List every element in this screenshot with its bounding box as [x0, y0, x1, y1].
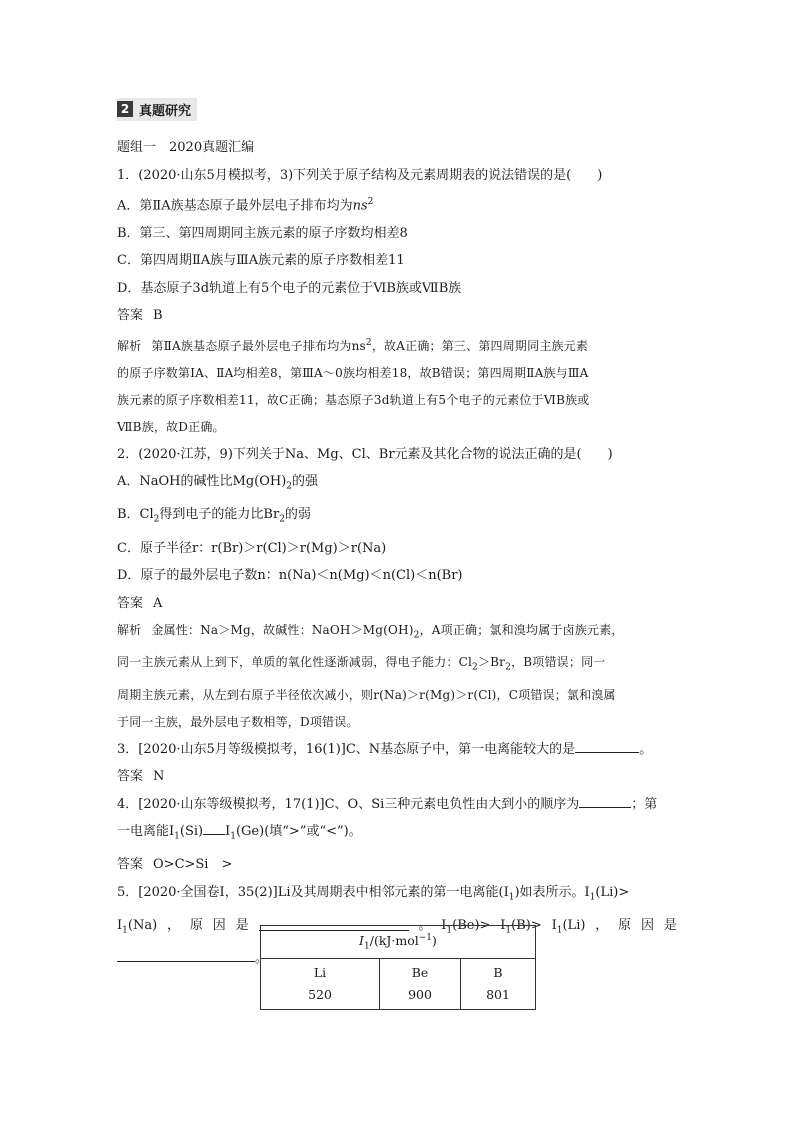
q2-answer — [117, 590, 677, 618]
q1-analysis-text-b: ，故A正确；第三、第四周期同主族元素 — [371, 338, 589, 353]
q2-option-b-text-b: 得到电子的能力比Br — [159, 507, 280, 523]
q2-analysis-sub-b: 2 — [505, 662, 512, 673]
answer-label: 答案 — [117, 595, 144, 611]
q5-char: 原 — [618, 917, 632, 933]
q4-text-d: (Ge)(填“>”或“<”)。 — [235, 824, 362, 840]
q5-symbol: I — [441, 917, 447, 933]
table-cell-li — [261, 959, 380, 1010]
q1-analysis-line-2: 的原子序数第ⅠA、ⅡA均相差8，第ⅢA～0族均相差18，故B错误；第四周期ⅡA族与ⅢA — [117, 365, 589, 380]
table-header-symbol: I — [359, 932, 364, 948]
section-header — [117, 98, 677, 120]
q2-option-b-sub-b: 2 — [279, 515, 285, 526]
q2-analysis-line-1 — [117, 617, 677, 649]
q3-stem-end: 。 — [639, 741, 653, 757]
table-header-sub: 1 — [364, 941, 370, 952]
q5-symbol-text: (Li) — [562, 917, 586, 933]
q2-option-a-text: A．NaOH的碱性比Mg(OH) — [117, 474, 287, 490]
q1-analysis-sup: 2 — [365, 337, 372, 348]
q2-analysis-sub: 2 — [472, 662, 478, 673]
q5-i1-na — [117, 912, 157, 945]
q5-char: 因 — [212, 917, 226, 933]
q2-option-c: C．原子半径r：r(Br)＞r(Cl)＞r(Mg)＞r(Na) — [117, 540, 387, 556]
q2-option-b-text: B．Cl — [117, 507, 154, 523]
q4-text-b: (Si) — [179, 824, 204, 840]
q2-analysis-line-3: 周期主族元素，从左到右原子半径依次减小，则r(Na)＞r(Mg)＞r(Cl)，C项错误；氯和溴属 — [117, 687, 616, 702]
q5-text-c: (Li)> — [595, 884, 630, 900]
q2-analysis-line-2 — [117, 649, 677, 681]
table-col-label: Be — [411, 965, 429, 980]
q1-analysis-line-3: 族元素的原子序数相差11，故C正确；基态原子3d轨道上有5个电子的元素位于ⅥB族或 — [117, 392, 590, 407]
analysis-label: 解析 — [117, 338, 142, 353]
q5-symbol-text: (B)> — [511, 917, 542, 933]
q4-answer — [117, 851, 677, 879]
q5-symbol-sub: 1 — [446, 925, 453, 936]
q1-analysis-text: 第ⅡA族基态原子最外层电子排布均为ns — [151, 338, 366, 353]
page-content — [117, 98, 677, 973]
q2-stem: 2．(2020·江苏，9)下列关于Na、Mg、Cl、Br元素及其化合物的说法正确的是( ) — [117, 446, 613, 462]
q4-sub: 1 — [174, 831, 180, 842]
section-title: 真题研究 — [139, 103, 192, 119]
analysis-label: 解析 — [117, 623, 142, 638]
q1-stem: 1．(2020·山东5月模拟考，3)下列关于原子结构及元素周期表的说法错误的是( ) — [117, 167, 603, 183]
q5-period: 。 — [418, 917, 432, 933]
table-col-label: Li — [313, 965, 327, 980]
q3-stem — [117, 736, 677, 764]
q5-char: 原 — [189, 917, 203, 933]
table-header-close: ) — [432, 932, 437, 948]
answer-value: O>C>Si > — [153, 857, 233, 873]
q2-option-a — [117, 468, 677, 501]
q4-stem-line-2 — [117, 818, 677, 851]
q3-answer-blank[interactable] — [575, 738, 639, 753]
q1-option-a-formula: ns — [352, 198, 368, 214]
q4-sub-b: 1 — [230, 831, 236, 842]
q5-symbol: I — [551, 917, 557, 933]
q5-symbol: I — [500, 917, 506, 933]
q5-comma: ， — [595, 917, 609, 933]
q5-stem-line-1 — [117, 879, 677, 912]
q5-symbol-text: (Na) — [127, 917, 158, 933]
q5-symbol: I — [117, 917, 123, 933]
table-col-value: 520 — [308, 987, 332, 1002]
q1-option-b: B．第三、第四周期同主族元素的原子序数均相差8 — [117, 225, 408, 241]
q2-analysis-sub: 2 — [413, 630, 420, 641]
q5-char: 因 — [641, 917, 655, 933]
q5-answer-blank-2[interactable] — [117, 947, 255, 962]
q5-comma: ， — [167, 917, 181, 933]
q5-char: 是 — [235, 917, 249, 933]
answer-value: N — [153, 769, 165, 785]
answer-label: 答案 — [117, 857, 144, 873]
q5-symbol-sub: 1 — [122, 925, 128, 936]
q2-analysis-text-b: ＞Br — [477, 655, 506, 670]
group-title: 题组一 2020真题汇编 — [117, 140, 255, 155]
table-header-sup: −1 — [418, 932, 433, 943]
q3-answer — [117, 763, 677, 791]
q2-option-b-text-c: 的弱 — [284, 507, 311, 523]
q4-text: 一电离能I — [117, 824, 175, 840]
q5-symbol-sub: 1 — [556, 925, 563, 936]
table-cell-b — [461, 959, 536, 1010]
q2-analysis-text: 同一主族元素从上到下，单质的氧化性逐渐减弱，得电子能力：Cl — [117, 655, 473, 670]
answer-label: 答案 — [117, 308, 144, 324]
q5-text: 5．[2020·全国卷Ⅰ，35(2)]Li及其周期表中相邻元素的第一电离能(I — [117, 884, 509, 900]
q2-option-d: D．原子的最外层电子数n：n(Na)＜n(Mg)＜n(Cl)＜n(Br) — [117, 568, 463, 584]
q5-text-b: )如表所示。I — [514, 884, 590, 900]
answer-value: B — [153, 308, 163, 324]
ionization-energy-table — [260, 925, 536, 1010]
answer-label: 答案 — [117, 769, 144, 785]
q5-sub: 1 — [508, 892, 515, 903]
q4-stem-text: 4．[2020·山东等级模拟考，17(1)]C、O、Si三种元素电负性由大到小的顺序为 — [117, 796, 580, 812]
q1-option-c: C．第四周期ⅡA族与ⅢA族元素的原子序数相差11 — [117, 253, 405, 269]
q1-option-a — [117, 189, 677, 220]
q5-i1-li — [552, 912, 586, 945]
q2-analysis-text: 金属性：Na＞Mg，故碱性：NaOH＞Mg(OH) — [151, 623, 414, 638]
q5-char: 是 — [663, 917, 677, 933]
table-header — [261, 926, 536, 959]
table-col-value: 900 — [408, 987, 432, 1002]
section-number-badge: 2 — [117, 101, 133, 117]
table-header-unit: /(kJ·mol — [369, 932, 419, 948]
table-col-value: 801 — [486, 987, 510, 1002]
q1-answer — [117, 302, 677, 330]
q2-analysis-line-4: 于同一主族，最外层电子数相等，D项错误。 — [117, 714, 359, 729]
q2-option-a-text-b: 的强 — [292, 474, 319, 490]
q5-period: 。 — [255, 951, 269, 967]
q4-text-c: I — [225, 824, 231, 840]
q3-stem-text: 3．[2020·山东5月等级模拟考，16(1)]C、N基态原子中，第一电离能较大的是 — [117, 741, 576, 757]
q1-option-a-text: A．第ⅡA族基态原子最外层电子排布均为 — [117, 198, 353, 214]
q2-option-a-sub: 2 — [286, 481, 293, 492]
q5-symbol-text: (Be)> — [452, 917, 491, 933]
q5-symbol-sub: 1 — [505, 925, 512, 936]
q4-stem — [117, 791, 677, 819]
table-col-label: B — [493, 965, 503, 980]
q1-analysis-line-1 — [117, 330, 677, 360]
section-header-bar — [117, 98, 197, 121]
q4-stem-mid: ；第 — [631, 796, 658, 812]
q1-option-d: D．基态原子3d轨道上有5个电子的元素位于ⅥB族或ⅦB族 — [117, 280, 462, 296]
table-row — [261, 959, 536, 1010]
q5-sub-b: 1 — [589, 892, 596, 903]
q2-option-b-sub: 2 — [153, 515, 160, 526]
q1-option-a-sup: 2 — [367, 197, 374, 207]
q2-analysis-text-b: ，A项正确；氯和溴均属于卤族元素， — [419, 623, 624, 638]
answer-value: A — [153, 595, 163, 611]
table-header-row — [261, 926, 536, 959]
q4-answer-blank-2[interactable] — [203, 820, 225, 835]
q4-answer-blank-1[interactable] — [579, 793, 631, 808]
table-cell-be — [380, 959, 461, 1010]
q1-analysis-line-4: ⅦB族，故D正确。 — [117, 419, 225, 434]
q2-option-b — [117, 501, 677, 534]
q2-analysis-text-c: ，B项错误；同一 — [511, 655, 606, 670]
